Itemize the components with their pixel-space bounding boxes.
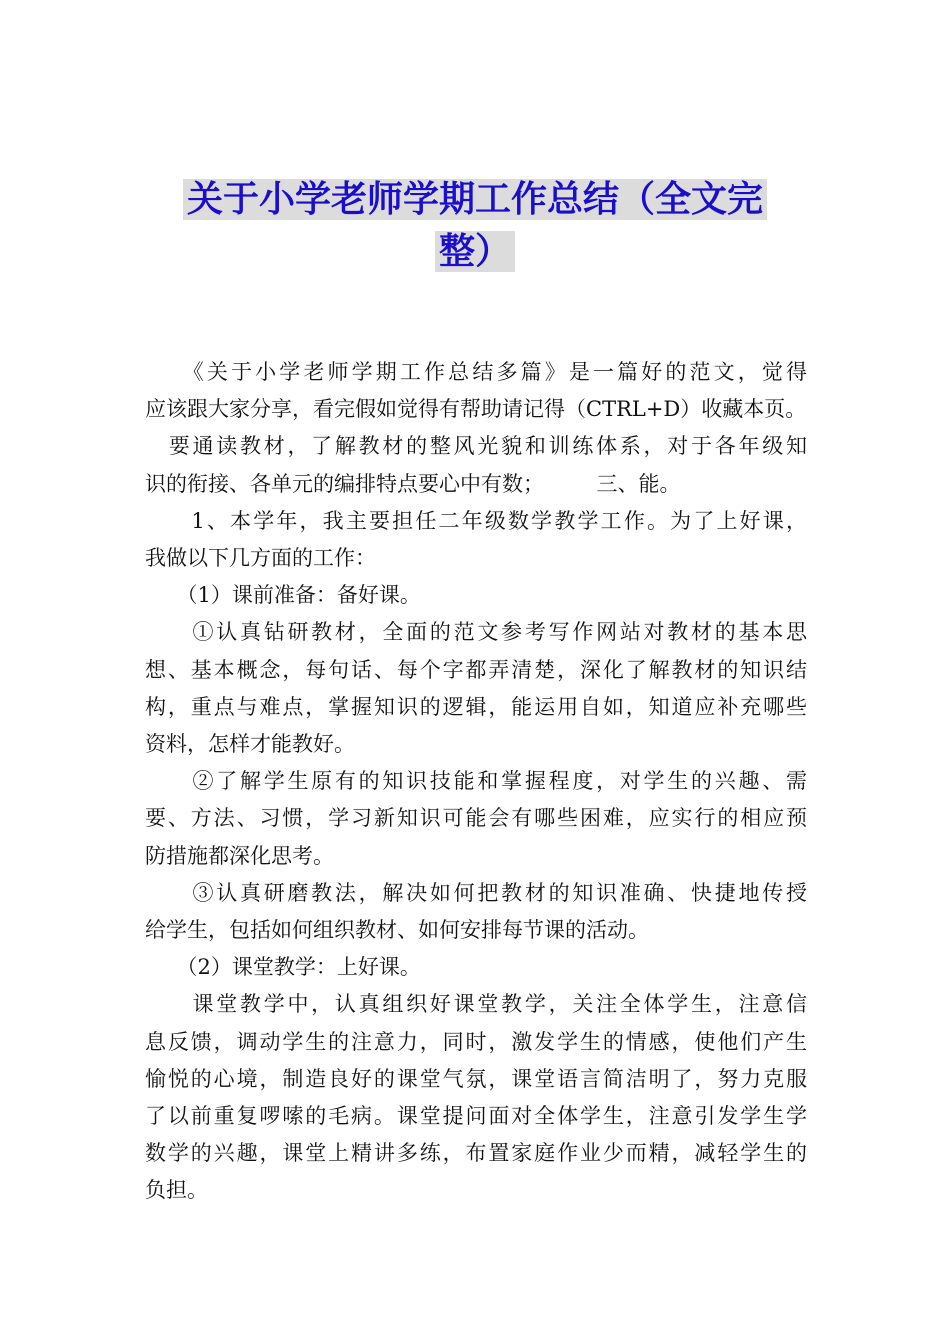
body-line: 课堂教学中，认真组织好课堂教学，关注全体学生，注意信 [145, 992, 807, 1016]
body-line: ③认真研磨教法，解决如何把教材的知识准确、快捷地传授 [145, 881, 807, 905]
document-title-line-2 [0, 228, 950, 276]
body-line: 要、方法、习惯，学习新知识可能会有哪些困难，应实行的相应预 [145, 806, 807, 830]
body-line: 息反馈，调动学生的注意力，同时，激发学生的情感，使他们产生 [145, 1030, 807, 1054]
title-text-2: 整） [435, 231, 515, 272]
body-line: 想、基本概念，每句话、每个字都弄清楚，深化了解教材的知识结 [145, 658, 807, 682]
body-line: 负担。 [145, 1178, 208, 1202]
body-line: 数学的兴趣，课堂上精讲多练，布置家庭作业少而精，减轻学生的 [145, 1141, 807, 1165]
document-title-line-1 [0, 176, 950, 224]
body-line: 应该跟大家分享，看完假如觉得有帮助请记得（CTRL+D）收藏本页。 [145, 397, 807, 421]
body-line: ②了解学生原有的知识技能和掌握程度，对学生的兴趣、需 [145, 769, 807, 793]
body-line: 了以前重复啰嗦的毛病。课堂提问面对全体学生，注意引发学生学 [145, 1104, 807, 1128]
body-line: 要通读教材，了解教材的整风光貌和训练体系，对于各年级知 [145, 434, 807, 458]
body-line: 防措施都深化思考。 [145, 844, 334, 868]
body-line: （1）课前准备：备好课。 [145, 583, 421, 607]
body-line: 给学生，包括如何组织教材、如何安排每节课的活动。 [145, 918, 649, 942]
body-line: 识的衔接、各单元的编排特点要心中有数； 三、能。 [145, 472, 681, 496]
body-line: ①认真钻研教材，全面的范文参考写作网站对教材的基本思 [145, 620, 807, 644]
body-line: 资料，怎样才能教好。 [145, 732, 355, 756]
body-line: 《关于小学老师学期工作总结多篇》是一篇好的范文，觉得 [145, 360, 807, 384]
body-line: 构，重点与难点，掌握知识的逻辑，能运用自如，知道应补充哪些 [145, 695, 807, 719]
body-line: 1、本学年，我主要担任二年级数学教学工作。为了上好课， [145, 509, 807, 533]
title-text-1: 关于小学老师学期工作总结（全文完 [183, 179, 767, 220]
body-line: 我做以下几方面的工作： [145, 546, 376, 570]
body-line: （2）课堂教学：上好课。 [145, 955, 421, 979]
body-line: 愉悦的心境，制造良好的课堂气氛，课堂语言简洁明了，努力克服 [145, 1067, 807, 1091]
